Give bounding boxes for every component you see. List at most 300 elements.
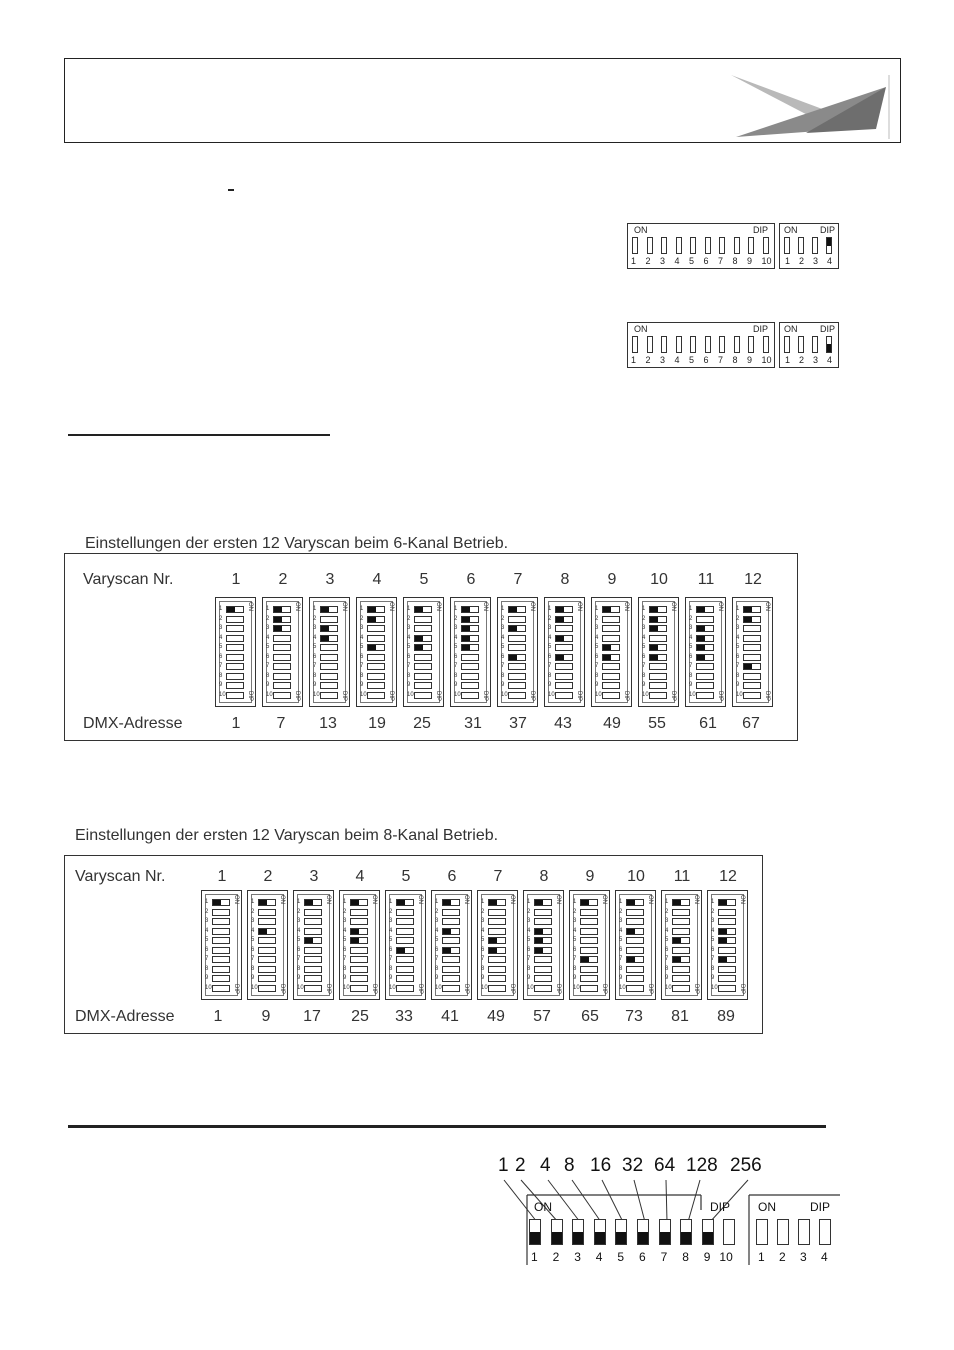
- big-dip-switch[interactable]: [551, 1219, 563, 1245]
- table8-dip-switch[interactable]: [534, 937, 552, 944]
- table8-dip-switch[interactable]: [396, 918, 414, 925]
- table8-dip-switch[interactable]: [442, 985, 460, 992]
- table8-dip-switch[interactable]: [442, 966, 460, 973]
- mini-dip-switch[interactable]: [705, 336, 711, 353]
- mini-dip-switch[interactable]: [734, 336, 740, 353]
- table6-dip-switch[interactable]: [649, 616, 667, 623]
- table8-dip-switch[interactable]: [396, 899, 414, 906]
- table6-dip-switch[interactable]: [602, 625, 620, 632]
- table8-dip-switch[interactable]: [258, 918, 276, 925]
- table6-dip-digit: 3: [360, 625, 364, 631]
- mini-dip-switch[interactable]: [690, 336, 696, 353]
- table8-dip-switch[interactable]: [488, 956, 506, 963]
- table6-dip-switch[interactable]: [555, 654, 573, 661]
- big-dip-switch[interactable]: [702, 1219, 714, 1245]
- table6-dip-switch[interactable]: [555, 673, 573, 680]
- table6-dip-switch-knob: [517, 693, 525, 698]
- table8-dip-switch[interactable]: [396, 985, 414, 992]
- table6-dip-switch[interactable]: [461, 692, 479, 699]
- table6-dip-switch[interactable]: [508, 606, 526, 613]
- mini-dip-switch[interactable]: [734, 237, 740, 254]
- table8-dip-switch[interactable]: [626, 985, 644, 992]
- table8-dip-switch[interactable]: [580, 985, 598, 992]
- table8-dip-switch[interactable]: [212, 975, 230, 982]
- table8-dip-switch[interactable]: [212, 947, 230, 954]
- table8-dip-switch[interactable]: [488, 918, 506, 925]
- table8-dip-switch[interactable]: [718, 975, 736, 982]
- table6-dip-switch[interactable]: [602, 606, 620, 613]
- table8-dip-switch[interactable]: [718, 947, 736, 954]
- table6-dip-switch[interactable]: [602, 673, 620, 680]
- table8-dip-switch[interactable]: [396, 966, 414, 973]
- table6-dip-switch[interactable]: [649, 654, 667, 661]
- table8-dip-switch[interactable]: [534, 956, 552, 963]
- table6-dip-switch[interactable]: [367, 692, 385, 699]
- table6-dip-switch[interactable]: [508, 673, 526, 680]
- table6-dip-switch[interactable]: [461, 616, 479, 623]
- table6-dip-switch[interactable]: [273, 616, 291, 623]
- table8-dip-switch[interactable]: [350, 909, 368, 916]
- table8-dip-switch[interactable]: [626, 937, 644, 944]
- table6-dip-switch[interactable]: [602, 644, 620, 651]
- table6-dip-switch[interactable]: [508, 654, 526, 661]
- big-dip-aux-switch[interactable]: [798, 1219, 810, 1245]
- table6-dip-switch[interactable]: [367, 682, 385, 689]
- mini-dip-aux-switch[interactable]: [826, 237, 832, 254]
- table6-dip-switch[interactable]: [461, 682, 479, 689]
- table6-dip-switch[interactable]: [555, 606, 573, 613]
- table8-dip-switch[interactable]: [396, 956, 414, 963]
- table8-dip-switch[interactable]: [534, 899, 552, 906]
- big-dip-aux-switch[interactable]: [819, 1219, 831, 1245]
- table6-dip-switch[interactable]: [649, 673, 667, 680]
- table8-dip-switch[interactable]: [258, 937, 276, 944]
- mini-dip-switch[interactable]: [763, 237, 769, 254]
- table8-dip-digit: 8: [573, 965, 577, 972]
- mini-dip-aux-switch[interactable]: [812, 237, 818, 254]
- table6-dip-switch[interactable]: [273, 654, 291, 661]
- table6-dip-switch-knob: [517, 683, 525, 688]
- table6-dip-switch[interactable]: [696, 682, 714, 689]
- table8-dip-switch[interactable]: [442, 918, 460, 925]
- table6-dip-switch[interactable]: [414, 673, 432, 680]
- table8-dip-switch[interactable]: [672, 918, 690, 925]
- table8-dip-switch[interactable]: [534, 975, 552, 982]
- table8-dip-switch[interactable]: [442, 956, 460, 963]
- table8-dip-digit: 7: [343, 956, 347, 962]
- table6-dip-switch[interactable]: [226, 625, 244, 632]
- table6-dip-switch[interactable]: [461, 663, 479, 670]
- table6-dip-switch[interactable]: [649, 692, 667, 699]
- table6-dip-switch[interactable]: [273, 692, 291, 699]
- table8-dip-switch[interactable]: [626, 966, 644, 973]
- mini-dip-aux-switch[interactable]: [784, 237, 790, 254]
- table6-dip-on-label: ON: [388, 602, 394, 611]
- table6-dip-switch[interactable]: [367, 616, 385, 623]
- table8-dip-switch[interactable]: [304, 918, 322, 925]
- table8-dip-switch[interactable]: [580, 947, 598, 954]
- table6-dip-switch[interactable]: [367, 644, 385, 651]
- table6-dip-digit: 2: [595, 615, 599, 622]
- table6-dip-switch[interactable]: [367, 654, 385, 661]
- table8-dip-switch[interactable]: [534, 966, 552, 973]
- table8-dip-switch[interactable]: [396, 947, 414, 954]
- table6-dip-switch[interactable]: [696, 692, 714, 699]
- table8-dip-switch[interactable]: [488, 966, 506, 973]
- table6-dip-switch[interactable]: [273, 606, 291, 613]
- table8-dip-switch[interactable]: [442, 947, 460, 954]
- table8-dip-switch[interactable]: [212, 937, 230, 944]
- big-dip-switch[interactable]: [594, 1219, 606, 1245]
- mini-dip-aux: [779, 322, 839, 368]
- table6-dip-switch[interactable]: [226, 663, 244, 670]
- table6-dip-switch[interactable]: [226, 692, 244, 699]
- table6-dip-switch[interactable]: [696, 644, 714, 651]
- table6-dip-switch[interactable]: [226, 606, 244, 613]
- table6-dip-switch[interactable]: [696, 654, 714, 661]
- mini-dip-aux-switch[interactable]: [784, 336, 790, 353]
- table8-dip-switch[interactable]: [304, 909, 322, 916]
- table6-dip-switch[interactable]: [461, 644, 479, 651]
- mini-dip-aux-switch[interactable]: [798, 336, 804, 353]
- table8-dip-switch[interactable]: [718, 966, 736, 973]
- table8-dip-switch[interactable]: [350, 975, 368, 982]
- table6-dip-switch[interactable]: [696, 673, 714, 680]
- table8-dip-switch[interactable]: [672, 966, 690, 973]
- table8-dip-switch[interactable]: [718, 956, 736, 963]
- table8-dip-switch[interactable]: [442, 928, 460, 935]
- table8-dip-switch[interactable]: [672, 975, 690, 982]
- table8-dip-switch[interactable]: [258, 975, 276, 982]
- table6-dip-switch[interactable]: [743, 654, 761, 661]
- table6-dip-switch[interactable]: [696, 635, 714, 642]
- table6-dip-switch[interactable]: [414, 616, 432, 623]
- table8-dip-switch[interactable]: [626, 928, 644, 935]
- table6-dip-switch[interactable]: [649, 682, 667, 689]
- table6-dip-switch[interactable]: [555, 682, 573, 689]
- mini-dip-switch[interactable]: [647, 237, 653, 254]
- table8-dip-switch[interactable]: [442, 975, 460, 982]
- table8-dip-switch[interactable]: [396, 928, 414, 935]
- table6-dip-switch[interactable]: [273, 635, 291, 642]
- table8-dip-switch[interactable]: [488, 928, 506, 935]
- table6-dip-switch[interactable]: [273, 673, 291, 680]
- table8-dip-switch[interactable]: [350, 937, 368, 944]
- table6-dip-switch[interactable]: [414, 682, 432, 689]
- table6-dip-switch[interactable]: [226, 682, 244, 689]
- table8-dip-switch[interactable]: [350, 918, 368, 925]
- mini-dip-aux-switch[interactable]: [826, 336, 832, 353]
- table6-dip-switch[interactable]: [508, 635, 526, 642]
- mini-dip-aux-switch[interactable]: [812, 336, 818, 353]
- mini-dip-switch[interactable]: [719, 336, 725, 353]
- table6-dip-switch[interactable]: [743, 682, 761, 689]
- table6-dip-switch[interactable]: [226, 635, 244, 642]
- table6-dip-switch[interactable]: [649, 663, 667, 670]
- table8-dip-switch[interactable]: [212, 909, 230, 916]
- table6-dip-switch[interactable]: [508, 682, 526, 689]
- table6-dip-switch[interactable]: [273, 644, 291, 651]
- table8-dip-switch[interactable]: [534, 928, 552, 935]
- table8-dip-switch[interactable]: [350, 947, 368, 954]
- big-dip-aux-switch[interactable]: [756, 1219, 768, 1245]
- table6-dip-digit: 10: [595, 691, 602, 698]
- table6-dip-switch[interactable]: [461, 635, 479, 642]
- table8-dip-switch[interactable]: [534, 918, 552, 925]
- table8-dip-switch[interactable]: [672, 947, 690, 954]
- table6-dip-switch[interactable]: [602, 663, 620, 670]
- dip-leader-line: [634, 1180, 645, 1222]
- big-dip-switch[interactable]: [529, 1219, 541, 1245]
- table8-dip-switch[interactable]: [626, 899, 644, 906]
- table8-dip-switch[interactable]: [534, 909, 552, 916]
- table8-dip-switch[interactable]: [580, 966, 598, 973]
- table8-dip-switch[interactable]: [304, 937, 322, 944]
- table6-dip-switch[interactable]: [555, 616, 573, 623]
- mini-dip-switch[interactable]: [719, 237, 725, 254]
- table6-dip-switch[interactable]: [414, 654, 432, 661]
- table6-dip-switch[interactable]: [320, 682, 338, 689]
- table6-dip-switch[interactable]: [414, 644, 432, 651]
- table6-dip-switch[interactable]: [367, 663, 385, 670]
- table6-dip-switch[interactable]: [743, 644, 761, 651]
- table8-dip-switch[interactable]: [350, 966, 368, 973]
- table6-dip-switch[interactable]: [320, 654, 338, 661]
- table8-dip-switch[interactable]: [488, 909, 506, 916]
- table6-dip-switch[interactable]: [273, 625, 291, 632]
- mini-dip-switch[interactable]: [647, 336, 653, 353]
- table8-dip-switch-knob: [267, 919, 275, 924]
- table8-dip-switch[interactable]: [672, 909, 690, 916]
- table8-address-label: DMX-Adresse: [75, 1008, 175, 1025]
- mini-dip-switch[interactable]: [676, 237, 682, 254]
- table8-dip-switch[interactable]: [212, 966, 230, 973]
- table8-dip-switch[interactable]: [718, 928, 736, 935]
- table6-dip-switch[interactable]: [414, 625, 432, 632]
- table8-dip-switch[interactable]: [396, 937, 414, 944]
- mini-dip-switch[interactable]: [748, 336, 754, 353]
- table8-dip-switch[interactable]: [258, 956, 276, 963]
- table6-dip-switch[interactable]: [696, 663, 714, 670]
- table6-dip-switch[interactable]: [602, 654, 620, 661]
- table6-dip-switch[interactable]: [743, 625, 761, 632]
- table8-dip-switch[interactable]: [672, 985, 690, 992]
- table8-dip-switch[interactable]: [212, 918, 230, 925]
- table8-dip-dip-label: DIP: [739, 983, 745, 994]
- table6-dip-switch[interactable]: [273, 663, 291, 670]
- table8-dip-switch[interactable]: [258, 928, 276, 935]
- table6-dip-switch[interactable]: [555, 663, 573, 670]
- table8-dip-switch[interactable]: [304, 956, 322, 963]
- table8-dip-switch[interactable]: [672, 956, 690, 963]
- table8-dip-switch[interactable]: [212, 956, 230, 963]
- table8-dip-switch[interactable]: [442, 899, 460, 906]
- table8-dip-switch[interactable]: [304, 975, 322, 982]
- table8-dip-switch[interactable]: [672, 937, 690, 944]
- table6-dip-switch[interactable]: [226, 644, 244, 651]
- mini-dip-switch[interactable]: [632, 336, 638, 353]
- table6-dip-switch[interactable]: [320, 692, 338, 699]
- table6-dip-switch[interactable]: [461, 673, 479, 680]
- table8-dip-switch[interactable]: [304, 985, 322, 992]
- mini-dip-aux-switch[interactable]: [798, 237, 804, 254]
- mini-dip-switch[interactable]: [763, 336, 769, 353]
- table8-dip-switch[interactable]: [212, 928, 230, 935]
- table6-dip-switch[interactable]: [649, 635, 667, 642]
- table6-dip-switch[interactable]: [743, 673, 761, 680]
- table6-dip-switch[interactable]: [696, 625, 714, 632]
- table8-dip-switch[interactable]: [672, 899, 690, 906]
- table6-dip-switch[interactable]: [273, 682, 291, 689]
- table8-dip-switch[interactable]: [304, 899, 322, 906]
- table8-dip-switch[interactable]: [304, 966, 322, 973]
- mini-dip-switch[interactable]: [661, 336, 667, 353]
- table6-dip-switch[interactable]: [367, 635, 385, 642]
- mini-dip-switch[interactable]: [705, 237, 711, 254]
- table6-dip-switch[interactable]: [320, 635, 338, 642]
- table6-dip-switch[interactable]: [602, 635, 620, 642]
- table6-dip-switch[interactable]: [508, 616, 526, 623]
- table6-dip-switch[interactable]: [320, 606, 338, 613]
- table8-dip-switch[interactable]: [626, 947, 644, 954]
- table8-dip-switch[interactable]: [718, 985, 736, 992]
- table6-dip-switch[interactable]: [320, 616, 338, 623]
- table8-dip-switch[interactable]: [442, 937, 460, 944]
- table6-dip-switch[interactable]: [555, 644, 573, 651]
- table8-dip-switch[interactable]: [350, 985, 368, 992]
- table8-dip-switch[interactable]: [488, 975, 506, 982]
- big-dip-aux-switch[interactable]: [777, 1219, 789, 1245]
- table8-dip-switch[interactable]: [488, 937, 506, 944]
- table8-dip-switch[interactable]: [258, 899, 276, 906]
- table8-dip-switch[interactable]: [350, 956, 368, 963]
- table6-dip-switch[interactable]: [743, 692, 761, 699]
- big-dip-switch[interactable]: [637, 1219, 649, 1245]
- mini-dip-switch[interactable]: [661, 237, 667, 254]
- table6-dip-switch[interactable]: [555, 625, 573, 632]
- table6-dip-switch[interactable]: [602, 616, 620, 623]
- table6-dip-switch[interactable]: [226, 673, 244, 680]
- table8-dip-switch[interactable]: [396, 975, 414, 982]
- table8-dip-switch[interactable]: [580, 899, 598, 906]
- table6-dip-switch[interactable]: [461, 654, 479, 661]
- table8-dip-switch[interactable]: [304, 928, 322, 935]
- mini-dip-switch[interactable]: [748, 237, 754, 254]
- table6-dip-switch[interactable]: [414, 635, 432, 642]
- table6-dip-switch[interactable]: [320, 663, 338, 670]
- table8-dip-switch[interactable]: [580, 956, 598, 963]
- table6-dip-switch[interactable]: [320, 644, 338, 651]
- table6-dip-switch[interactable]: [367, 625, 385, 632]
- big-dip-number: 2: [552, 1250, 560, 1264]
- table8-dip-switch[interactable]: [350, 928, 368, 935]
- table6-dip-switch[interactable]: [508, 663, 526, 670]
- table6-dip-switch[interactable]: [508, 644, 526, 651]
- big-dip-switch[interactable]: [659, 1219, 671, 1245]
- table6-dip-switch[interactable]: [226, 654, 244, 661]
- table8-dip-switch[interactable]: [488, 985, 506, 992]
- table6-dip-switch[interactable]: [649, 606, 667, 613]
- table6-dip-switch[interactable]: [320, 625, 338, 632]
- table6-dip-switch[interactable]: [555, 692, 573, 699]
- big-dip-switch[interactable]: [572, 1219, 584, 1245]
- table8-dip-switch[interactable]: [534, 947, 552, 954]
- table8-dip-switch[interactable]: [442, 909, 460, 916]
- table6-dip-switch[interactable]: [508, 625, 526, 632]
- table8-dip-switch[interactable]: [626, 909, 644, 916]
- table6-dip-switch[interactable]: [461, 625, 479, 632]
- table6-dip-switch[interactable]: [508, 692, 526, 699]
- table6-dip-switch[interactable]: [602, 682, 620, 689]
- table6-dip-switch[interactable]: [414, 606, 432, 613]
- table6-dip-switch[interactable]: [696, 616, 714, 623]
- table6-dip-dip-label: DIP: [294, 690, 300, 701]
- table8-dip-switch[interactable]: [258, 966, 276, 973]
- table8-dip-switch[interactable]: [258, 909, 276, 916]
- table8-dip-switch[interactable]: [718, 899, 736, 906]
- table6-dip-switch[interactable]: [414, 692, 432, 699]
- table8-dip-switch[interactable]: [304, 947, 322, 954]
- table6-dip-switch[interactable]: [367, 673, 385, 680]
- table8-dip-switch[interactable]: [718, 918, 736, 925]
- table8-dip-switch[interactable]: [488, 899, 506, 906]
- table8-dip-switch[interactable]: [488, 947, 506, 954]
- table8-dip-switch-block: [707, 890, 748, 1000]
- table8-dip-switch[interactable]: [350, 899, 368, 906]
- mini-dip-switch[interactable]: [676, 336, 682, 353]
- table6-dip-switch[interactable]: [555, 635, 573, 642]
- table8-dip-switch[interactable]: [212, 985, 230, 992]
- table6-dip-switch[interactable]: [320, 673, 338, 680]
- table8-dip-switch[interactable]: [396, 909, 414, 916]
- table6-dip-switch[interactable]: [226, 616, 244, 623]
- table8-dip-switch[interactable]: [580, 937, 598, 944]
- big-dip-switch[interactable]: [723, 1219, 735, 1245]
- table8-dip-switch[interactable]: [626, 918, 644, 925]
- table8-dip-switch[interactable]: [258, 947, 276, 954]
- table8-dip-switch[interactable]: [580, 975, 598, 982]
- big-dip-switch[interactable]: [680, 1219, 692, 1245]
- table8-dip-switch[interactable]: [580, 909, 598, 916]
- table6-dip-switch[interactable]: [743, 663, 761, 670]
- table8-dip-switch[interactable]: [212, 899, 230, 906]
- table6-dip-switch[interactable]: [649, 625, 667, 632]
- mini-dip-switch[interactable]: [690, 237, 696, 254]
- table8-dip-switch[interactable]: [626, 956, 644, 963]
- table6-dip-switch-knob: [423, 664, 431, 669]
- table6-dip-dip-label: DIP: [717, 690, 723, 701]
- table6-dip-switch[interactable]: [696, 606, 714, 613]
- table8-dip-switch[interactable]: [718, 937, 736, 944]
- table6-dip-switch[interactable]: [414, 663, 432, 670]
- table8-dip-switch[interactable]: [626, 975, 644, 982]
- table6-dip-switch[interactable]: [743, 606, 761, 613]
- mini-dip-switch[interactable]: [632, 237, 638, 254]
- table6-dip-switch[interactable]: [367, 606, 385, 613]
- table8-dip-switch[interactable]: [718, 909, 736, 916]
- table6-dip-switch[interactable]: [602, 692, 620, 699]
- big-dip-switch[interactable]: [615, 1219, 627, 1245]
- table8-dip-switch[interactable]: [580, 918, 598, 925]
- table6-dip-switch[interactable]: [461, 606, 479, 613]
- table6-dip-switch[interactable]: [743, 635, 761, 642]
- table8-dip-switch[interactable]: [534, 985, 552, 992]
- table8-dip-switch[interactable]: [580, 928, 598, 935]
- table8-dip-switch[interactable]: [672, 928, 690, 935]
- table8-dip-switch[interactable]: [258, 985, 276, 992]
- table6-dip-switch[interactable]: [743, 616, 761, 623]
- table6-dip-switch[interactable]: [649, 644, 667, 651]
